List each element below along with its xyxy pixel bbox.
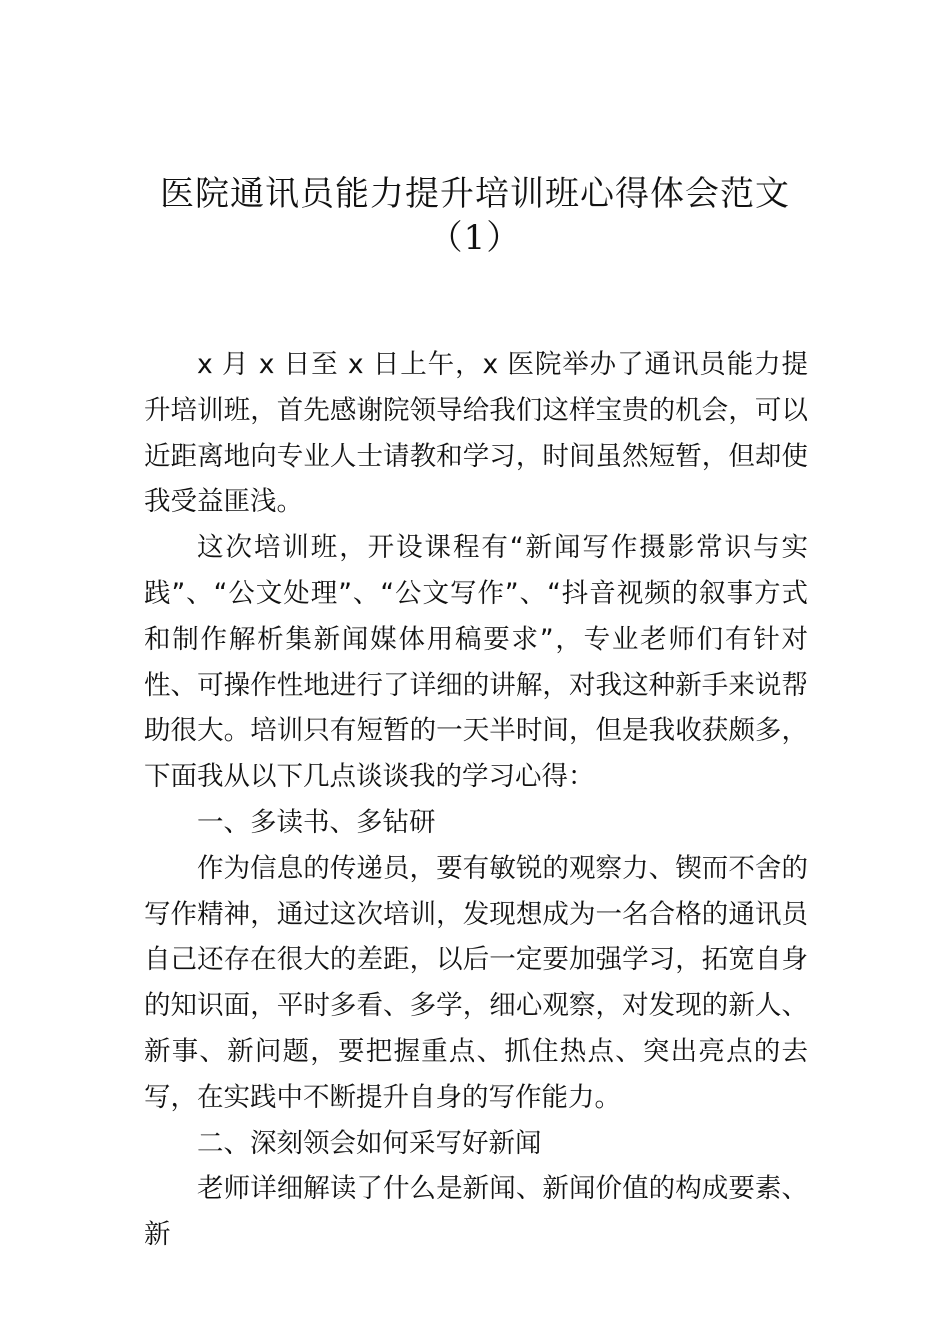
document-title: 医院通讯员能力提升培训班心得体会范文: [160, 174, 790, 214]
paragraph-section-1: 作为信息的传递员，要有敏锐的观察力、锲而不舍的写作精神，通过这次培训，发现想成为一名合格的通讯员自己还存在很大的差距，以后一定要加强学习，拓宽自身的知识面，平时多看、多学，细心观察，对发现的新人、新事、新问题，要把握重点、抓住热点、突出亮点的去写，在实践中不断提升自身的写作能力。: [144, 852, 808, 1113]
document-body: [144, 342, 808, 1258]
paragraph-section-2: 老师详细解读了什么是新闻、新闻价值的构成要素、新: [144, 1173, 808, 1251]
paragraph-intro: x 月 x 日至 x 日上午，x 医院举办了通讯员能力提升培训班，首先感谢院领导给我们这样宝贵的机会，可以近距离地向专业人士请教和学习，时间虽然短暂，但却使我受益匪浅。: [144, 349, 808, 518]
section-heading-2: 二、深刻领会如何采写好新闻: [197, 1127, 542, 1159]
paragraph-courses: 这次培训班，开设课程有“新闻写作摄影常识与实践”、“公文处理”、“公文写作”、“抖音视频的叙事方式和制作解析集新闻媒体用稿要求”，专业老师们有针对性、可操作性地进行了详细的讲解，对我这种新手来说帮助很大。培训只有短暂的一天半时间，但是我收获颇多，下面我从以下几点谈谈我的学习心得：: [144, 532, 808, 793]
section-heading-1: 一、多读书、多钻研: [197, 806, 436, 838]
document-title-number: （1）: [428, 218, 522, 258]
